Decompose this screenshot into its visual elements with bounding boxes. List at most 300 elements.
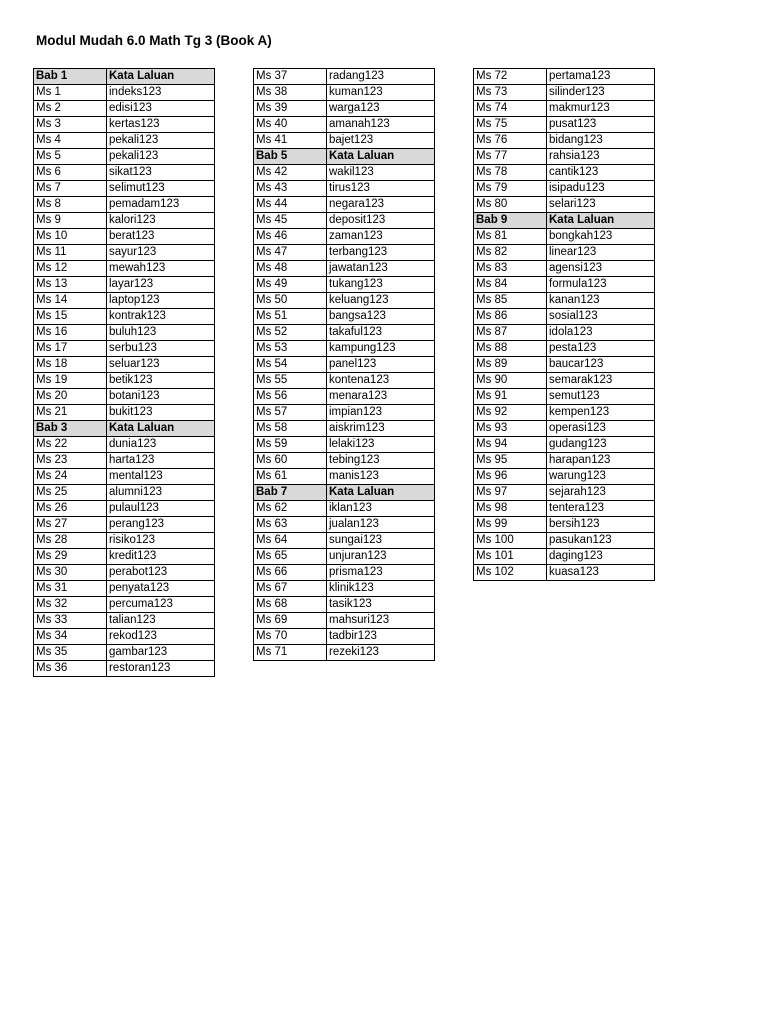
password-cell: silinder123 (547, 85, 655, 101)
page-number-cell: Ms 1 (34, 85, 107, 101)
page-number-cell: Ms 11 (34, 245, 107, 261)
chapter-header-row (474, 213, 655, 229)
page-number-cell: Ms 38 (254, 85, 327, 101)
password-cell: sejarah123 (547, 485, 655, 501)
password-cell: kertas123 (107, 117, 215, 133)
page-number-cell: Ms 36 (34, 661, 107, 677)
table-row (254, 181, 435, 197)
page-number-cell: Ms 49 (254, 277, 327, 293)
password-table-column-1 (33, 68, 215, 677)
page-number-cell: Ms 3 (34, 117, 107, 133)
page-number-cell: Ms 15 (34, 309, 107, 325)
table-row (34, 149, 215, 165)
page-number-cell: Ms 43 (254, 181, 327, 197)
table-row (34, 85, 215, 101)
page-number-cell: Ms 7 (34, 181, 107, 197)
page-number-cell: Ms 55 (254, 373, 327, 389)
table-row (34, 309, 215, 325)
table-row (254, 533, 435, 549)
chapter-label: Bab 3 (34, 421, 107, 437)
page-number-cell: Ms 64 (254, 533, 327, 549)
password-cell: risiko123 (107, 533, 215, 549)
table-row (254, 613, 435, 629)
page-number-cell: Ms 81 (474, 229, 547, 245)
password-cell: prisma123 (327, 565, 435, 581)
page-number-cell: Ms 2 (34, 101, 107, 117)
password-cell: harta123 (107, 453, 215, 469)
password-cell: idola123 (547, 325, 655, 341)
page-number-cell: Ms 25 (34, 485, 107, 501)
page-number-cell: Ms 6 (34, 165, 107, 181)
page-number-cell: Ms 47 (254, 245, 327, 261)
page-number-cell: Ms 44 (254, 197, 327, 213)
password-header-label: Kata Laluan (327, 485, 435, 501)
table-row (474, 389, 655, 405)
password-cell: kalori123 (107, 213, 215, 229)
page-number-cell: Ms 41 (254, 133, 327, 149)
password-cell: laptop123 (107, 293, 215, 309)
password-cell: talian123 (107, 613, 215, 629)
password-cell: buluh123 (107, 325, 215, 341)
page-number-cell: Ms 102 (474, 565, 547, 581)
chapter-label: Bab 7 (254, 485, 327, 501)
page-number-cell: Ms 92 (474, 405, 547, 421)
page-number-cell: Ms 56 (254, 389, 327, 405)
page-number-cell: Ms 5 (34, 149, 107, 165)
table-row (254, 309, 435, 325)
password-cell: operasi123 (547, 421, 655, 437)
password-cell: negara123 (327, 197, 435, 213)
table-row (254, 165, 435, 181)
password-cell: sayur123 (107, 245, 215, 261)
page-number-cell: Ms 10 (34, 229, 107, 245)
table-row (254, 261, 435, 277)
password-cell: jualan123 (327, 517, 435, 533)
page-number-cell: Ms 61 (254, 469, 327, 485)
password-cell: wakil123 (327, 165, 435, 181)
page-number-cell: Ms 90 (474, 373, 547, 389)
page-number-cell: Ms 19 (34, 373, 107, 389)
password-cell: pertama123 (547, 69, 655, 85)
password-cell: perang123 (107, 517, 215, 533)
password-cell: rekod123 (107, 629, 215, 645)
table-row (474, 85, 655, 101)
page-number-cell: Ms 53 (254, 341, 327, 357)
table-row (474, 69, 655, 85)
page-number-cell: Ms 66 (254, 565, 327, 581)
table-row (34, 261, 215, 277)
table-row (254, 341, 435, 357)
password-cell: berat123 (107, 229, 215, 245)
password-cell: panel123 (327, 357, 435, 373)
table-row (34, 245, 215, 261)
table-row (474, 421, 655, 437)
page-number-cell: Ms 80 (474, 197, 547, 213)
password-cell: botani123 (107, 389, 215, 405)
password-cell: amanah123 (327, 117, 435, 133)
page-number-cell: Ms 84 (474, 277, 547, 293)
table-row (474, 277, 655, 293)
page-number-cell: Ms 31 (34, 581, 107, 597)
page-number-cell: Ms 87 (474, 325, 547, 341)
password-cell: sungai123 (327, 533, 435, 549)
page-number-cell: Ms 83 (474, 261, 547, 277)
chapter-label: Bab 5 (254, 149, 327, 165)
password-cell: warga123 (327, 101, 435, 117)
page-number-cell: Ms 16 (34, 325, 107, 341)
password-cell: menara123 (327, 389, 435, 405)
page-number-cell: Ms 51 (254, 309, 327, 325)
table-row (34, 277, 215, 293)
table-row (34, 565, 215, 581)
password-cell: rahsia123 (547, 149, 655, 165)
page-number-cell: Ms 22 (34, 437, 107, 453)
password-cell: semut123 (547, 389, 655, 405)
table-row (34, 389, 215, 405)
table-row (474, 485, 655, 501)
page-number-cell: Ms 20 (34, 389, 107, 405)
password-cell: pesta123 (547, 341, 655, 357)
page-number-cell: Ms 39 (254, 101, 327, 117)
page-number-cell: Ms 75 (474, 117, 547, 133)
table-row (254, 133, 435, 149)
password-cell: agensi123 (547, 261, 655, 277)
table-row (34, 341, 215, 357)
password-cell: kontena123 (327, 373, 435, 389)
table-row (474, 405, 655, 421)
table-row (254, 357, 435, 373)
table-row (474, 565, 655, 581)
page-number-cell: Ms 63 (254, 517, 327, 533)
page-number-cell: Ms 101 (474, 549, 547, 565)
chapter-header-row (254, 485, 435, 501)
table-row (34, 485, 215, 501)
page-number-cell: Ms 45 (254, 213, 327, 229)
password-cell: pekali123 (107, 149, 215, 165)
table-row (254, 421, 435, 437)
table-row (474, 133, 655, 149)
table-row (254, 389, 435, 405)
password-cell: serbu123 (107, 341, 215, 357)
table-row (254, 629, 435, 645)
table-row (254, 437, 435, 453)
page-number-cell: Ms 17 (34, 341, 107, 357)
table-row (474, 469, 655, 485)
password-cell: sikat123 (107, 165, 215, 181)
page-number-cell: Ms 79 (474, 181, 547, 197)
table-row (34, 533, 215, 549)
table-row (254, 85, 435, 101)
table-row (34, 197, 215, 213)
password-cell: tentera123 (547, 501, 655, 517)
table-row (34, 293, 215, 309)
table-row (34, 229, 215, 245)
page-number-cell: Ms 50 (254, 293, 327, 309)
table-row (34, 469, 215, 485)
table-row (34, 517, 215, 533)
password-cell: daging123 (547, 549, 655, 565)
password-header-label: Kata Laluan (327, 149, 435, 165)
table-row (34, 645, 215, 661)
page-number-cell: Ms 97 (474, 485, 547, 501)
password-cell: linear123 (547, 245, 655, 261)
password-cell: harapan123 (547, 453, 655, 469)
page-number-cell: Ms 74 (474, 101, 547, 117)
chapter-header-row (34, 69, 215, 85)
table-row (254, 197, 435, 213)
page-number-cell: Ms 24 (34, 469, 107, 485)
table-row (34, 437, 215, 453)
password-cell: tasik123 (327, 597, 435, 613)
chapter-header-row (254, 149, 435, 165)
table-row (254, 101, 435, 117)
password-cell: makmur123 (547, 101, 655, 117)
table-row (34, 373, 215, 389)
table-row (254, 469, 435, 485)
password-cell: alumni123 (107, 485, 215, 501)
password-cell: percuma123 (107, 597, 215, 613)
password-cell: selimut123 (107, 181, 215, 197)
table-row (474, 293, 655, 309)
table-row (34, 549, 215, 565)
page-number-cell: Ms 4 (34, 133, 107, 149)
page-number-cell: Ms 57 (254, 405, 327, 421)
password-cell: indeks123 (107, 85, 215, 101)
password-cell: manis123 (327, 469, 435, 485)
table-row (254, 501, 435, 517)
password-cell: gudang123 (547, 437, 655, 453)
table-row (474, 101, 655, 117)
table-row (34, 661, 215, 677)
page-number-cell: Ms 46 (254, 229, 327, 245)
password-cell: pulaul123 (107, 501, 215, 517)
password-cell: bajet123 (327, 133, 435, 149)
table-row (474, 117, 655, 133)
table-row (34, 117, 215, 133)
page-number-cell: Ms 13 (34, 277, 107, 293)
password-cell: impian123 (327, 405, 435, 421)
page-number-cell: Ms 32 (34, 597, 107, 613)
table-row (474, 229, 655, 245)
password-cell: bangsa123 (327, 309, 435, 325)
password-header-label: Kata Laluan (107, 69, 215, 85)
password-table-column-2 (253, 68, 435, 661)
table-row (254, 597, 435, 613)
page-number-cell: Ms 77 (474, 149, 547, 165)
password-cell: bersih123 (547, 517, 655, 533)
page-number-cell: Ms 93 (474, 421, 547, 437)
page-number-cell: Ms 52 (254, 325, 327, 341)
page-number-cell: Ms 96 (474, 469, 547, 485)
page-number-cell: Ms 99 (474, 517, 547, 533)
table-row (254, 549, 435, 565)
password-cell: sosial123 (547, 309, 655, 325)
chapter-header-row (34, 421, 215, 437)
table-row (474, 453, 655, 469)
table-row (254, 245, 435, 261)
table-row (474, 549, 655, 565)
password-cell: rezeki123 (327, 645, 435, 661)
page-number-cell: Ms 69 (254, 613, 327, 629)
page-number-cell: Ms 21 (34, 405, 107, 421)
table-row (34, 629, 215, 645)
password-cell: edisi123 (107, 101, 215, 117)
page-number-cell: Ms 62 (254, 501, 327, 517)
table-row (474, 261, 655, 277)
password-cell: pusat123 (547, 117, 655, 133)
password-cell: takaful123 (327, 325, 435, 341)
table-row (474, 533, 655, 549)
password-cell: mental123 (107, 469, 215, 485)
page-number-cell: Ms 94 (474, 437, 547, 453)
table-row (254, 645, 435, 661)
password-cell: perabot123 (107, 565, 215, 581)
chapter-label: Bab 1 (34, 69, 107, 85)
password-cell: tadbir123 (327, 629, 435, 645)
chapter-label: Bab 9 (474, 213, 547, 229)
password-cell: bongkah123 (547, 229, 655, 245)
password-cell: deposit123 (327, 213, 435, 229)
password-cell: klinik123 (327, 581, 435, 597)
password-cell: iklan123 (327, 501, 435, 517)
table-row (34, 101, 215, 117)
password-cell: seluar123 (107, 357, 215, 373)
page-number-cell: Ms 60 (254, 453, 327, 469)
page-number-cell: Ms 59 (254, 437, 327, 453)
page-number-cell: Ms 42 (254, 165, 327, 181)
page-number-cell: Ms 18 (34, 357, 107, 373)
page-number-cell: Ms 82 (474, 245, 547, 261)
page-number-cell: Ms 12 (34, 261, 107, 277)
page-number-cell: Ms 71 (254, 645, 327, 661)
password-cell: betik123 (107, 373, 215, 389)
page-number-cell: Ms 9 (34, 213, 107, 229)
page-number-cell: Ms 70 (254, 629, 327, 645)
password-cell: cantik123 (547, 165, 655, 181)
table-row (34, 613, 215, 629)
password-cell: layar123 (107, 277, 215, 293)
password-cell: kredit123 (107, 549, 215, 565)
password-cell: unjuran123 (327, 549, 435, 565)
table-row (474, 517, 655, 533)
password-cell: restoran123 (107, 661, 215, 677)
page-number-cell: Ms 78 (474, 165, 547, 181)
table-row (474, 373, 655, 389)
table-row (34, 181, 215, 197)
page-number-cell: Ms 30 (34, 565, 107, 581)
password-cell: semarak123 (547, 373, 655, 389)
table-row (34, 453, 215, 469)
password-cell: gambar123 (107, 645, 215, 661)
password-header-label: Kata Laluan (547, 213, 655, 229)
table-row (34, 325, 215, 341)
password-cell: kampung123 (327, 341, 435, 357)
page-number-cell: Ms 95 (474, 453, 547, 469)
password-cell: kanan123 (547, 293, 655, 309)
page-number-cell: Ms 48 (254, 261, 327, 277)
table-row (34, 581, 215, 597)
table-row (254, 293, 435, 309)
password-cell: pekali123 (107, 133, 215, 149)
page-number-cell: Ms 91 (474, 389, 547, 405)
page-number-cell: Ms 28 (34, 533, 107, 549)
table-row (474, 181, 655, 197)
page-number-cell: Ms 8 (34, 197, 107, 213)
password-table-column-3 (473, 68, 655, 581)
password-cell: dunia123 (107, 437, 215, 453)
page-number-cell: Ms 73 (474, 85, 547, 101)
password-cell: baucar123 (547, 357, 655, 373)
page-number-cell: Ms 72 (474, 69, 547, 85)
page-number-cell: Ms 54 (254, 357, 327, 373)
password-cell: aiskrim123 (327, 421, 435, 437)
password-cell: bidang123 (547, 133, 655, 149)
password-cell: warung123 (547, 469, 655, 485)
page-number-cell: Ms 65 (254, 549, 327, 565)
table-row (474, 149, 655, 165)
page-number-cell: Ms 98 (474, 501, 547, 517)
password-cell: zaman123 (327, 229, 435, 245)
password-cell: mahsuri123 (327, 613, 435, 629)
page-number-cell: Ms 23 (34, 453, 107, 469)
password-cell: isipadu123 (547, 181, 655, 197)
table-row (254, 277, 435, 293)
password-cell: kuasa123 (547, 565, 655, 581)
page-number-cell: Ms 34 (34, 629, 107, 645)
page-number-cell: Ms 37 (254, 69, 327, 85)
password-cell: mewah123 (107, 261, 215, 277)
table-row (34, 133, 215, 149)
page-number-cell: Ms 27 (34, 517, 107, 533)
table-row (254, 565, 435, 581)
table-row (474, 197, 655, 213)
page-number-cell: Ms 85 (474, 293, 547, 309)
table-row (474, 165, 655, 181)
password-cell: kempen123 (547, 405, 655, 421)
password-cell: bukit123 (107, 405, 215, 421)
table-row (474, 341, 655, 357)
table-row (254, 69, 435, 85)
password-cell: kuman123 (327, 85, 435, 101)
page-number-cell: Ms 76 (474, 133, 547, 149)
password-cell: jawatan123 (327, 261, 435, 277)
page-number-cell: Ms 67 (254, 581, 327, 597)
page-number-cell: Ms 26 (34, 501, 107, 517)
password-cell: keluang123 (327, 293, 435, 309)
table-row (474, 437, 655, 453)
password-header-label: Kata Laluan (107, 421, 215, 437)
table-row (254, 117, 435, 133)
password-cell: tukang123 (327, 277, 435, 293)
table-row (254, 325, 435, 341)
table-row (254, 213, 435, 229)
page-number-cell: Ms 88 (474, 341, 547, 357)
table-row (254, 581, 435, 597)
page-number-cell: Ms 86 (474, 309, 547, 325)
password-cell: terbang123 (327, 245, 435, 261)
page-number-cell: Ms 14 (34, 293, 107, 309)
password-cell: kontrak123 (107, 309, 215, 325)
password-cell: selari123 (547, 197, 655, 213)
table-row (474, 325, 655, 341)
table-row (254, 453, 435, 469)
page-number-cell: Ms 33 (34, 613, 107, 629)
table-row (254, 405, 435, 421)
table-row (474, 357, 655, 373)
password-cell: formula123 (547, 277, 655, 293)
page-number-cell: Ms 35 (34, 645, 107, 661)
table-row (254, 373, 435, 389)
